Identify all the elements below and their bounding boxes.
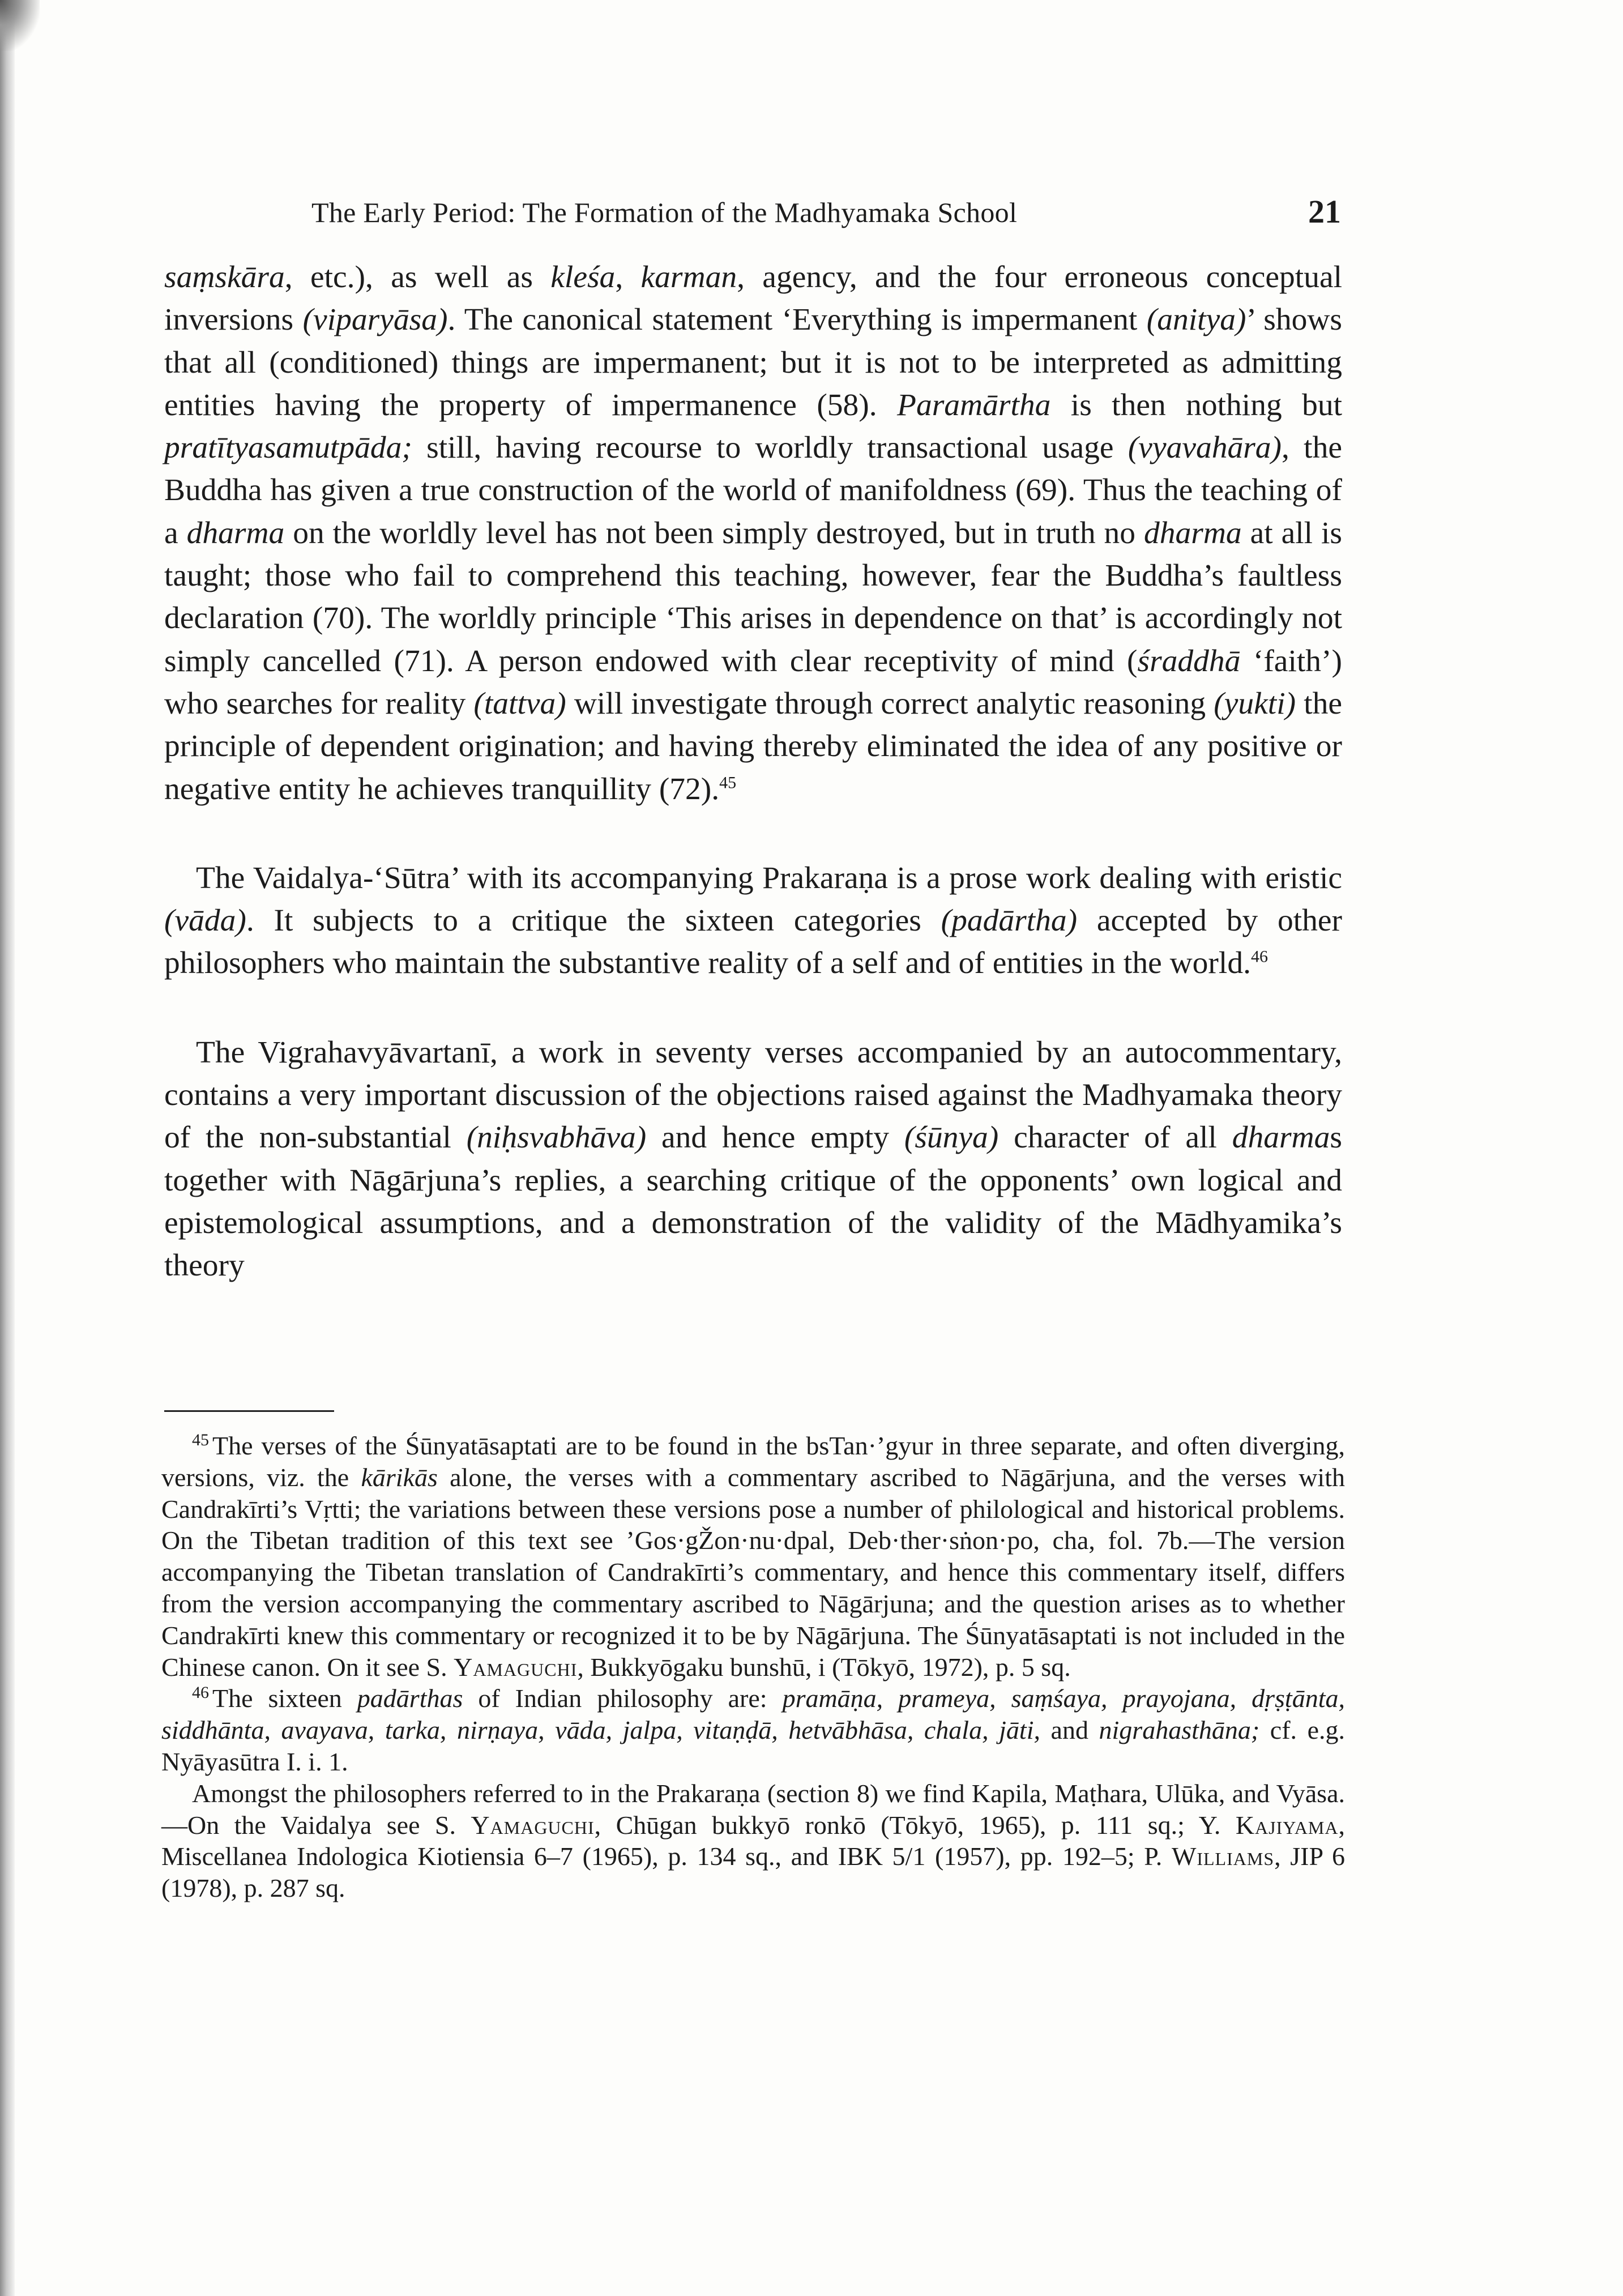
text-run: The verses of the Śūnyatāsaptati are to be found in the bsTan·’gyur in three separate, and often diverging, versions, viz. the bbox=[161, 1431, 1345, 1492]
text-run: , Chūgan bukkyō ronkō (Tōkyō, 1965), p. 111 sq.; Y. bbox=[594, 1810, 1236, 1840]
author-name: Kajiyama bbox=[1235, 1810, 1339, 1840]
term: padārthas bbox=[357, 1684, 463, 1713]
text-run: , etc.), as well as bbox=[284, 260, 551, 295]
text-run: and hence empty bbox=[646, 1120, 904, 1155]
text-run: , Bukkyōgaku bunshū, i (Tōkyō, 1972), p. 5 sq. bbox=[577, 1652, 1071, 1682]
footnote-46 bbox=[161, 1683, 1345, 1777]
term: saṃskāra bbox=[164, 260, 285, 295]
paragraph-2 bbox=[164, 857, 1342, 985]
footnote-ref-45: 45 bbox=[719, 773, 737, 792]
text-run: cf. e.g. Nyāyasūtra I. i. 1. bbox=[161, 1715, 1345, 1776]
page-number: 21 bbox=[1308, 193, 1341, 230]
footnotes bbox=[161, 1430, 1345, 1904]
term: (vyavahāra) bbox=[1127, 430, 1282, 466]
author-name: Yamaguchi bbox=[454, 1652, 578, 1682]
term: nigrahasthāna; bbox=[1099, 1715, 1260, 1745]
term: (tattva) bbox=[473, 686, 566, 721]
term: śraddhā bbox=[1137, 643, 1241, 678]
text-run: the principle of dependent origination; and having thereby eliminated the idea of any positive or negative entity he achieves tranquillity (72). bbox=[164, 686, 1343, 806]
text-run: , JIP 6 (1978), p. 287 sq. bbox=[161, 1842, 1345, 1903]
term: dharma bbox=[186, 515, 285, 550]
text-run: s together with Nāgārjuna’s replies, a searching critique of the opponents’ own logical and epistemological assumptions, and a demonstration of the validity of the Mādhyamika’s theory bbox=[164, 1120, 1342, 1283]
paragraph-1 bbox=[164, 256, 1342, 810]
term: kārikās bbox=[361, 1462, 438, 1492]
scan-binding-edge bbox=[0, 0, 15, 2296]
text-run: , Miscellanea Indologica Kiotiensia 6–7 (1965), p. 134 sq., and IBK 5/1 (1957), pp. 192–5; P. bbox=[161, 1810, 1345, 1871]
text-run: , the Buddha has given a true construction of the world of manifoldness (69). Thus the teaching of a bbox=[164, 430, 1342, 550]
running-title: The Early Period: The Formation of the Madhyamaka School bbox=[311, 197, 1018, 228]
text-run: at all is taught; those who fail to comprehend this teaching, however, fear the Buddha’s faultless declaration (70). The worldly principle ‘This arises in dependence on that’ is accordingly not simply cancelled (71). A person endowed with clear receptivity of mind ( bbox=[164, 515, 1343, 678]
text-run: is then nothing but bbox=[1050, 387, 1342, 423]
footnote-number: 45 bbox=[192, 1430, 209, 1449]
text-run: . The canonical statement ‘Everything is impermanent bbox=[447, 302, 1147, 338]
term: pratītyasamutpāda; bbox=[164, 430, 412, 466]
term: (vāda) bbox=[164, 903, 246, 938]
footnote-number: 46 bbox=[192, 1683, 209, 1702]
text-run: still, having recourse to worldly transactional usage bbox=[412, 430, 1128, 466]
term: (padārtha) bbox=[941, 903, 1078, 938]
paragraph-3 bbox=[164, 1031, 1342, 1287]
term: kleśa bbox=[550, 260, 616, 295]
text-run: on the worldly level has not been simply destroyed, but in truth no bbox=[284, 515, 1144, 550]
term-list: pramāṇa, prameya, saṃśaya, prayojana, dṛṣṭānta, siddhānta, avayava, tarka, nirṇaya, vāda, jalpa, vitaṇḍā, hetvābhāsa, chala, jāti, bbox=[161, 1684, 1345, 1745]
running-header bbox=[170, 186, 1341, 237]
author-name: Williams bbox=[1171, 1842, 1275, 1871]
text-run: character of all bbox=[998, 1120, 1232, 1155]
footnote-45 bbox=[161, 1430, 1345, 1683]
term: dharma bbox=[1232, 1120, 1330, 1155]
text-run: , bbox=[615, 260, 641, 295]
term: (yukti) bbox=[1214, 686, 1296, 721]
text-run: Amongst the philosophers referred to in the Prakaraṇa (section 8) we find Kapila, Maṭhara, Ulūka, and Vyāsa.—On the Vaidalya see S. bbox=[161, 1778, 1345, 1840]
term: (niḥsvabhāva) bbox=[466, 1120, 647, 1155]
text-run: , agency, and the four erroneous conceptual inversions bbox=[164, 260, 1343, 338]
footnote-46-continued bbox=[161, 1778, 1345, 1904]
text-run: The Vaidalya-‘Sūtra’ with its accompanying Prakaraṇa is a prose work dealing with eristic bbox=[196, 860, 1342, 895]
term: (viparyāsa) bbox=[302, 302, 448, 338]
term: karman bbox=[640, 260, 737, 295]
text-run: accepted by other philosophers who maintain the substantive reality of a self and of entities in the world. bbox=[164, 903, 1342, 981]
main-text bbox=[164, 256, 1342, 1287]
text-run: The sixteen bbox=[212, 1684, 357, 1713]
text-run: alone, the verses with a commentary ascribed to Nāgārjuna, and the verses with Candrakīrti’s Vṛtti; the variations between these versions pose a number of philological and historical problems. On the Tibetan tradition of this text see ’Gos·gŽon·nu·dpal, Deb·ther·sṅon·po, cha, fol. 7b.—The version accompanying the Tibetan translation of Candrakīrti’s commentary, and hence this commentary itself, differs from the version accompanying the commentary ascribed to Nāgārjuna; and the question arises as to whether Candrakīrti knew this commentary or recognized it to be by Nāgārjuna. The Śūnyatāsaptati is not included in the Chinese canon. On it see S. bbox=[161, 1462, 1345, 1682]
text-run: The Vigrahavyāvartanī, a work in seventy verses accompanied by an autocommentary, contains a very important discussion of the objections raised against the Madhyamaka theory of the non-substantial bbox=[164, 1035, 1342, 1155]
author-name: Yamaguchi bbox=[471, 1810, 595, 1840]
text-run: . It subjects to a critique the sixteen categories bbox=[246, 903, 941, 938]
text-run: ‘faith’) who searches for reality bbox=[164, 643, 1342, 721]
text-run: ’ shows that all (conditioned) things are impermanent; but it is not to be interpreted as admitting entities having the property of impermanence (58). bbox=[164, 302, 1342, 423]
term: (anitya) bbox=[1146, 302, 1246, 338]
footnote-ref-46: 46 bbox=[1250, 947, 1268, 966]
text-run: of Indian philosophy are: bbox=[463, 1684, 783, 1713]
term: (śūnya) bbox=[904, 1120, 999, 1155]
term: dharma bbox=[1143, 515, 1242, 550]
footnote-divider bbox=[164, 1410, 334, 1412]
term: Paramārtha bbox=[897, 387, 1051, 423]
text-run: will investigate through correct analytic reasoning bbox=[566, 686, 1214, 721]
scan-corner-shadow bbox=[0, 0, 40, 51]
text-run: and bbox=[1040, 1715, 1099, 1745]
